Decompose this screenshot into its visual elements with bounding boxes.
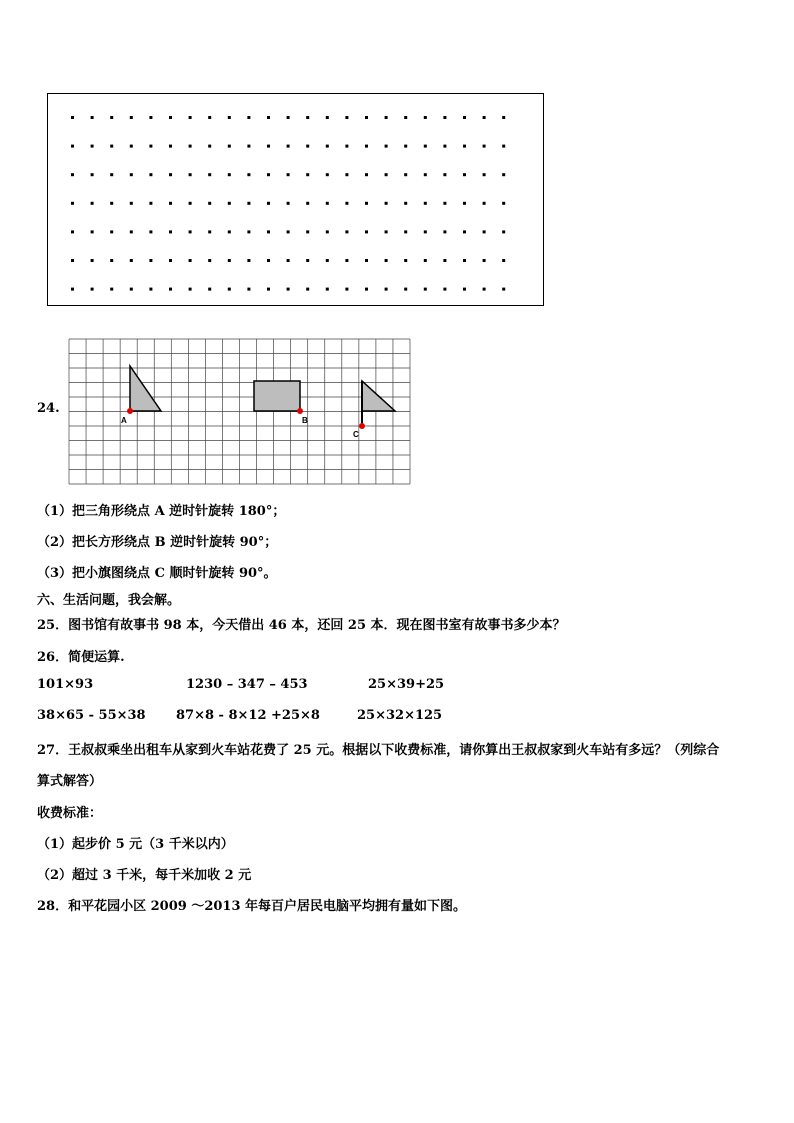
grid-dot	[208, 116, 211, 119]
point-c	[359, 423, 365, 429]
grid-dot	[306, 230, 309, 233]
grid-dot	[267, 288, 270, 291]
grid-dot	[385, 230, 388, 233]
grid-dot	[189, 288, 192, 291]
fee-item-2: （2）超过 3 千米，每千米加收 2 元	[37, 868, 252, 883]
grid-dot	[71, 202, 74, 205]
grid-dot	[110, 202, 113, 205]
grid-dot	[306, 145, 309, 148]
grid-dot	[443, 202, 446, 205]
grid-dot	[365, 173, 368, 176]
grid-dot	[345, 259, 348, 262]
fee-standard-title: 收费标准：	[37, 806, 103, 821]
grid-dot	[130, 230, 133, 233]
grid-dot	[326, 230, 329, 233]
grid-dot	[110, 116, 113, 119]
grid-dot	[247, 116, 250, 119]
grid-dot	[149, 116, 152, 119]
grid-dot	[326, 259, 329, 262]
q27-line-2: 算式解答）	[37, 774, 103, 789]
grid-dot	[306, 116, 309, 119]
grid-dot	[365, 202, 368, 205]
grid-dot	[502, 173, 505, 176]
grid-dot	[130, 173, 133, 176]
grid-dot	[267, 116, 270, 119]
grid-dot	[345, 230, 348, 233]
grid-dot	[385, 288, 388, 291]
grid-dot	[267, 173, 270, 176]
grid-dot	[247, 288, 250, 291]
grid-dot	[169, 230, 172, 233]
grid-dot	[71, 230, 74, 233]
grid-dot	[424, 288, 427, 291]
grid-dot	[502, 230, 505, 233]
grid-dot	[326, 116, 329, 119]
grid-dot	[345, 173, 348, 176]
grid-dot	[189, 145, 192, 148]
q26-expr: 87×8 - 8×12 +25×8	[176, 708, 320, 723]
grid-dot	[483, 259, 486, 262]
grid-dot	[130, 259, 133, 262]
grid-dot	[149, 202, 152, 205]
grid-dot	[110, 173, 113, 176]
grid-dot	[228, 202, 231, 205]
label-c: C	[353, 430, 359, 439]
grid-dot	[130, 288, 133, 291]
q26-expr: 101×93	[37, 677, 94, 692]
fee-item-1: （1）起步价 5 元（3 千米以内）	[37, 837, 234, 852]
grid-dot	[483, 202, 486, 205]
grid-dot	[71, 173, 74, 176]
grid-dot	[169, 288, 172, 291]
q24-item-2: （2）把长方形绕点 B 逆时针旋转 90°；	[37, 535, 278, 550]
grid-dot	[404, 173, 407, 176]
q25-text: 25．图书馆有故事书 98 本，今天借出 46 本，还回 25 本．现在图书室有故事书多少本？	[37, 618, 566, 633]
rectangle-shape	[254, 381, 300, 411]
q26-expr: 25×32×125	[357, 708, 443, 723]
grid-dot	[365, 288, 368, 291]
q27-line-1: 27．王叔叔乘坐出租车从家到火车站花费了 25 元。根据以下收费标准，请你算出王叔叔家到火车站有多远？（列综合	[37, 743, 720, 758]
grid-dot	[228, 230, 231, 233]
grid-dot	[483, 116, 486, 119]
grid-dot	[365, 259, 368, 262]
grid-dot	[228, 259, 231, 262]
grid-dot	[345, 116, 348, 119]
grid-dot	[91, 116, 94, 119]
grid-dot	[247, 259, 250, 262]
grid-dot	[385, 259, 388, 262]
grid-dot	[267, 259, 270, 262]
grid-dot	[91, 230, 94, 233]
grid-dot	[208, 230, 211, 233]
grid-dot	[443, 145, 446, 148]
grid-dot	[404, 145, 407, 148]
grid-dot	[228, 288, 231, 291]
label-a: A	[121, 416, 127, 425]
label-b: B	[302, 416, 308, 425]
grid-dot	[71, 288, 74, 291]
grid-dot	[306, 202, 309, 205]
q28-text: 28．和平花园小区 2009 ～2013 年每百户居民电脑平均拥有量如下图。	[37, 899, 467, 914]
grid-dot	[287, 173, 290, 176]
dot-grid-box	[47, 93, 544, 306]
grid-dot	[110, 145, 113, 148]
grid-dot	[228, 173, 231, 176]
q24-item-3: （3）把小旗图绕点 C 顺时针旋转 90°。	[37, 566, 277, 581]
grid-dot	[326, 173, 329, 176]
grid-dot	[463, 173, 466, 176]
triangle-shape	[130, 366, 161, 411]
grid-dot	[228, 145, 231, 148]
grid-dot	[287, 202, 290, 205]
section-heading: 六、生活问题，我会解。	[37, 593, 181, 608]
grid-dot	[385, 173, 388, 176]
grid-dot	[287, 116, 290, 119]
grid-dot	[247, 145, 250, 148]
grid-dot	[424, 230, 427, 233]
grid-dot	[169, 202, 172, 205]
grid-dot	[385, 116, 388, 119]
grid-dot	[169, 145, 172, 148]
grid-dot	[326, 288, 329, 291]
grid-dot	[443, 288, 446, 291]
grid-dot	[208, 259, 211, 262]
grid-dot	[345, 202, 348, 205]
grid-dot	[228, 116, 231, 119]
grid-dot	[483, 230, 486, 233]
grid-dot	[91, 145, 94, 148]
point-b	[297, 408, 303, 414]
grid-dot	[267, 230, 270, 233]
grid-dot	[424, 259, 427, 262]
grid-dot	[287, 230, 290, 233]
grid-dot	[483, 145, 486, 148]
grid-dot	[189, 116, 192, 119]
grid-dot	[306, 173, 309, 176]
grid-dot	[189, 259, 192, 262]
grid-dot	[189, 230, 192, 233]
grid-dot	[149, 145, 152, 148]
grid-dot	[483, 288, 486, 291]
grid-dot	[208, 288, 211, 291]
grid-dot	[463, 202, 466, 205]
grid-dot	[404, 116, 407, 119]
grid-dot	[365, 145, 368, 148]
dot-grid	[48, 94, 545, 307]
grid-dot	[306, 259, 309, 262]
grid-dot	[169, 116, 172, 119]
grid-dot	[463, 259, 466, 262]
grid-dot	[208, 145, 211, 148]
grid-dot	[326, 145, 329, 148]
grid-dot	[404, 230, 407, 233]
grid-dot	[130, 145, 133, 148]
grid-dot	[110, 259, 113, 262]
grid-dot	[189, 173, 192, 176]
q24-figure	[67, 337, 412, 491]
grid-dot	[71, 145, 74, 148]
grid-dot	[306, 288, 309, 291]
grid-dot	[404, 288, 407, 291]
grid-dot	[385, 202, 388, 205]
grid-dot	[208, 202, 211, 205]
grid-dot	[149, 173, 152, 176]
grid-dot	[247, 230, 250, 233]
q26-expr: 38×65 - 55×38	[37, 708, 146, 723]
q24-item-1: （1）把三角形绕点 A 逆时针旋转 180°；	[37, 504, 286, 519]
grid-dot	[502, 202, 505, 205]
grid-dot	[502, 259, 505, 262]
grid-dot	[267, 145, 270, 148]
grid-dot	[424, 173, 427, 176]
grid-dot	[404, 259, 407, 262]
grid-dot	[463, 230, 466, 233]
grid-dot	[149, 259, 152, 262]
grid-dot	[424, 145, 427, 148]
grid-dot	[345, 288, 348, 291]
q24-number: 24.	[37, 401, 60, 416]
grid-dot	[91, 288, 94, 291]
grid-dot	[502, 145, 505, 148]
q26-title: 26．简便运算.	[37, 650, 125, 665]
grid-lines	[69, 339, 410, 484]
grid-dot	[424, 202, 427, 205]
grid-dot	[91, 202, 94, 205]
grid-dot	[326, 202, 329, 205]
grid-dot	[189, 202, 192, 205]
grid-dot	[247, 173, 250, 176]
point-a	[127, 408, 133, 414]
grid-dot	[443, 259, 446, 262]
grid-dot	[91, 259, 94, 262]
grid-dot	[463, 116, 466, 119]
grid-dot	[149, 230, 152, 233]
grid-dot	[208, 173, 211, 176]
rotation-grid	[67, 337, 412, 487]
grid-dot	[267, 202, 270, 205]
grid-dot	[110, 230, 113, 233]
grid-dot	[247, 202, 250, 205]
grid-dot	[404, 202, 407, 205]
grid-dot	[91, 173, 94, 176]
q26-expr: 1230 – 347 – 453	[186, 677, 308, 692]
flag-shape	[362, 381, 395, 411]
grid-dot	[365, 230, 368, 233]
grid-dot	[110, 288, 113, 291]
grid-dot	[463, 145, 466, 148]
grid-dot	[169, 173, 172, 176]
grid-dot	[443, 173, 446, 176]
grid-dot	[463, 288, 466, 291]
q26-expr: 25×39+25	[368, 677, 445, 692]
grid-dot	[169, 259, 172, 262]
grid-dot	[424, 116, 427, 119]
grid-dot	[443, 116, 446, 119]
grid-dot	[345, 145, 348, 148]
grid-dot	[287, 288, 290, 291]
grid-dot	[502, 288, 505, 291]
grid-dot	[443, 230, 446, 233]
grid-dot	[130, 202, 133, 205]
grid-dot	[483, 173, 486, 176]
grid-dot	[385, 145, 388, 148]
grid-dot	[287, 259, 290, 262]
grid-dot	[365, 116, 368, 119]
grid-dot	[71, 259, 74, 262]
grid-dot	[287, 145, 290, 148]
grid-dot	[130, 116, 133, 119]
grid-dot	[502, 116, 505, 119]
grid-dot	[149, 288, 152, 291]
grid-dot	[71, 116, 74, 119]
